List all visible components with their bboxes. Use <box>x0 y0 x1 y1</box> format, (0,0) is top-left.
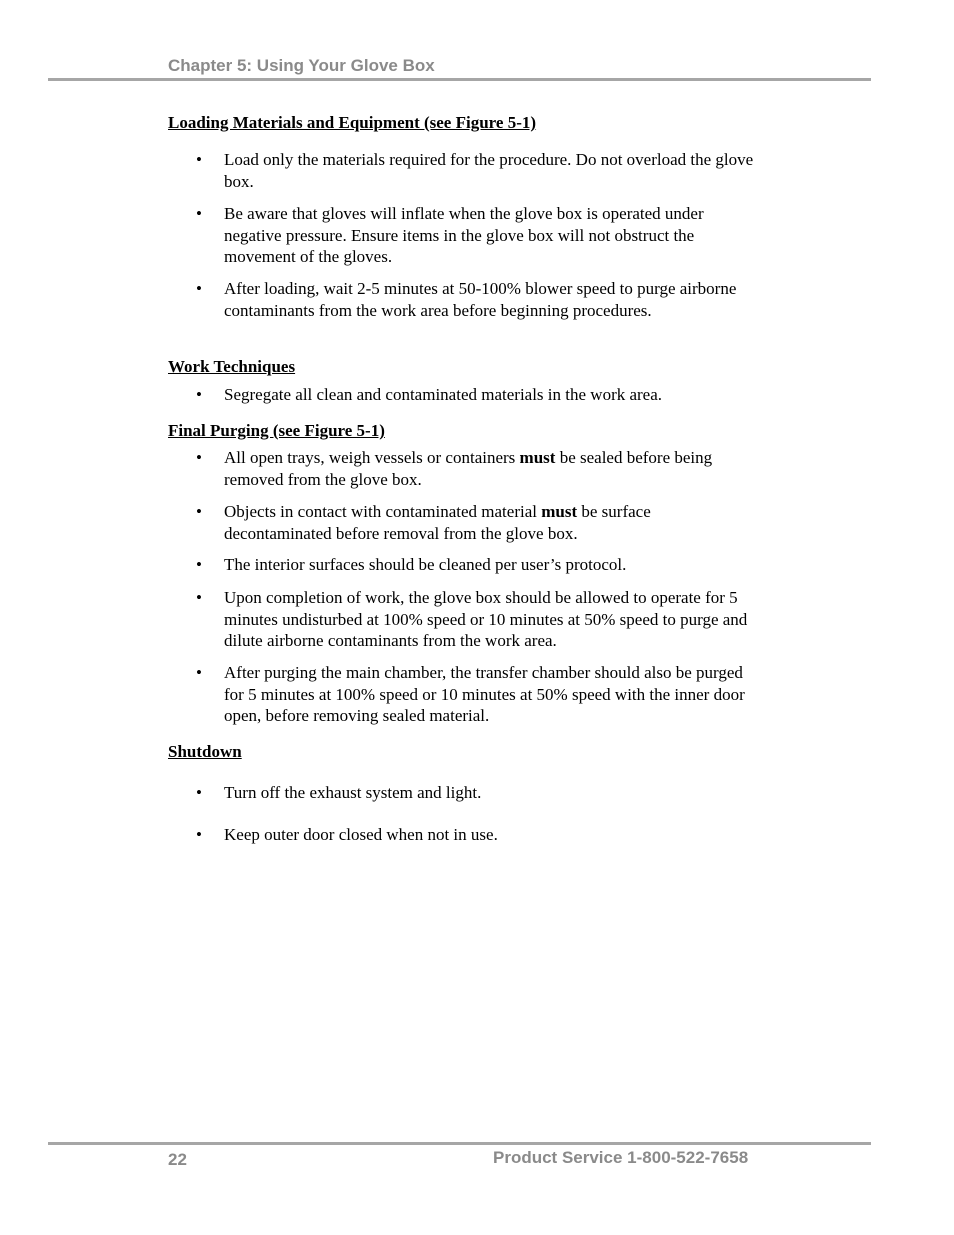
item-text-after: be surface decontaminated before removal from the glove box. <box>224 502 651 543</box>
bullet-mark: • <box>196 663 202 682</box>
list-item: Keep outer door closed when not in use. <box>224 825 498 844</box>
page-number: 22 <box>168 1150 187 1169</box>
section-heading-shutdown: Shutdown <box>168 742 242 761</box>
section-heading-final-purging: Final Purging (see Figure 5-1) <box>168 421 385 440</box>
section-heading-work-techniques: Work Techniques <box>168 357 296 376</box>
list-item: Load only the materials required for the procedure. Do not overload the glove box. <box>224 150 754 191</box>
item-text-before: Objects in contact with contaminated material <box>224 502 542 521</box>
item-text-bold: must <box>541 502 578 521</box>
list-item: Segregate all clean and contaminated materials in the work area. <box>224 385 663 404</box>
footer-rule <box>48 1142 871 1145</box>
bullet-mark: • <box>196 783 202 802</box>
list-item <box>224 447 759 490</box>
bullet-mark: • <box>196 555 202 574</box>
bullet-mark: • <box>196 204 202 223</box>
header-rule <box>48 78 871 81</box>
bullet-mark: • <box>196 279 202 298</box>
bullet-mark: • <box>196 825 202 844</box>
page-header-title: Chapter 5: Using Your Glove Box <box>168 56 435 75</box>
list-item: The interior surfaces should be cleaned per user’s protocol. <box>224 555 627 574</box>
item-text-after: be sealed before being removed from the glove box. <box>224 448 713 489</box>
item-text-before: All open trays, weigh vessels or containers <box>224 448 520 467</box>
list-item: After loading, wait 2-5 minutes at 50-100% blower speed to purge airborne contaminants from the work area before beginning procedures. <box>224 279 737 320</box>
list-item: Upon completion of work, the glove box should be allowed to operate for 5 minutes undisturbed at 100% speed or 10 minutes at 50% speed to purge and dilute airborne contaminants from the work area. <box>224 588 748 650</box>
list-item: Turn off the exhaust system and light. <box>224 783 482 802</box>
list-item: Be aware that gloves will inflate when the glove box is operated under negative pressure. Ensure items in the glove box will not obstruct the movement of the gloves. <box>224 204 704 266</box>
product-service-phone: Product Service 1-800-522-7658 <box>493 1148 749 1167</box>
list-item <box>224 501 759 544</box>
bullet-mark: • <box>196 448 202 467</box>
list-item: After purging the main chamber, the transfer chamber should also be purged for 5 minutes at 100% speed or 10 minutes at 50% speed with the inner door open, before removing sealed material. <box>224 663 745 725</box>
item-text-bold: must <box>519 448 556 467</box>
bullet-mark: • <box>196 502 202 521</box>
bullet-mark: • <box>196 385 202 404</box>
section-heading-loading: Loading Materials and Equipment (see Figure 5-1) <box>168 113 537 132</box>
bullet-mark: • <box>196 150 202 169</box>
bullet-mark: • <box>196 588 202 607</box>
